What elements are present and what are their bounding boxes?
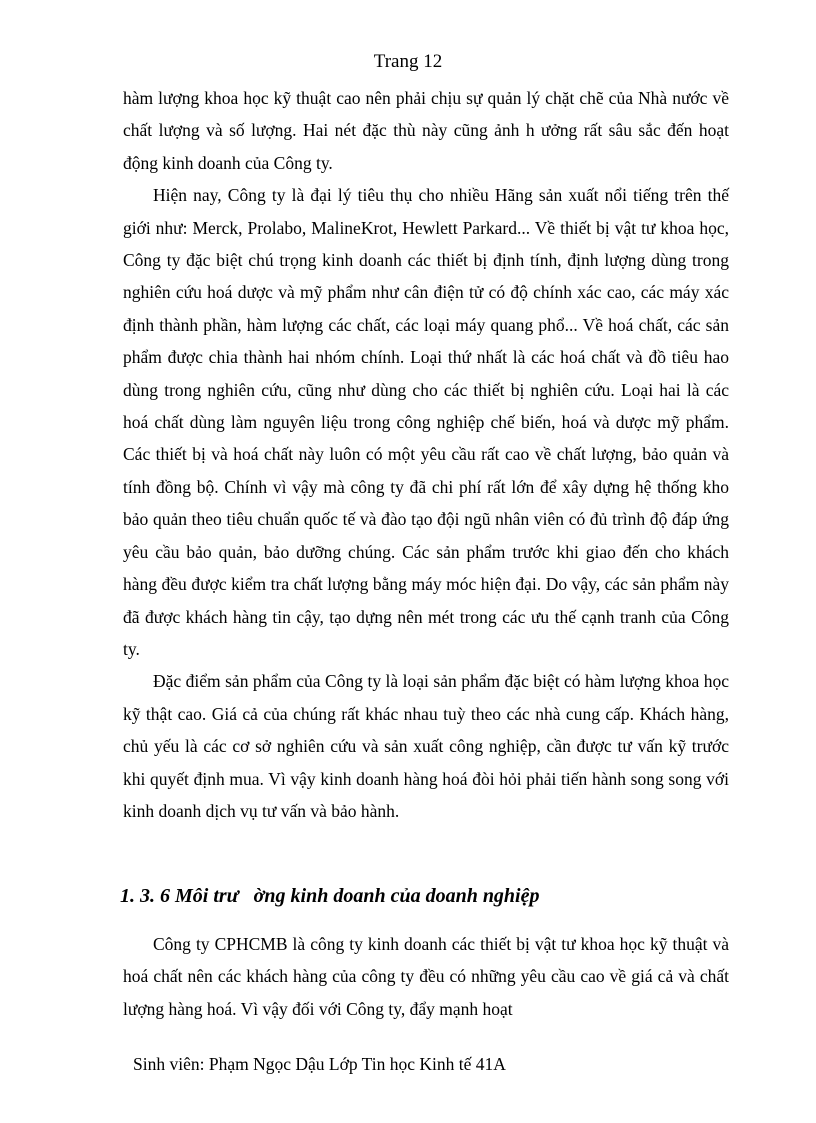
section-heading: [120, 881, 730, 911]
section-body: [123, 928, 729, 1025]
page-header: [0, 50, 816, 74]
footer-student-info: Sinh viên: Phạm Ngọc Dậu Lớp Tin học Kinh tế 41A: [133, 1054, 506, 1074]
paragraph-products: Hiện nay, Công ty là đại lý tiêu thụ cho nhiều Hãng sản xuất nổi tiếng trên thế giới như: Merck, Prolabo, MalineKrot, Hewlett Parkard... Về thiết bị vật tư khoa học, Công ty đặc biệt chú trọng kinh doanh các thiết bị định tính, định lượng dùng trong nghiên cứu hoá dược và mỹ phẩm như cân điện tử có độ chính xác cao, các máy xác định thành phần, hàm lượng các chất, các loại máy quang phổ... Về hoá chất, các sản phẩm được chia thành hai nhóm chính. Loại thứ nhất là các hoá chất và đồ tiêu hao dùng trong nghiên cứu, cũng như dùng cho các thiết bị nghiên cứu. Loại hai là các hoá chất dùng làm nguyên liệu trong công nghiệp chế biến, hoá và dược mỹ phẩm. Các thiết bị và hoá chất này luôn có một yêu cầu rất cao về chất lượng, bảo quản và tính đồng bộ. Chính vì vậy mà công ty đã chi phí rất lớn để xây dựng hệ thống kho bảo quản theo tiêu chuẩn quốc tế và đào tạo đội ngũ nhân viên có đủ trình độ đáp ứng yêu cầu bảo quản, bảo dưỡng chúng. Các sản phẩm trước khi giao đến cho khách hàng đều được kiểm tra chất lượng bằng máy móc hiện đại. Do vậy, các sản phẩm này đã được khách hàng tin cậy, tạo dựng nên mét trong các ưu thế cạnh tranh của Công ty.: [123, 185, 729, 659]
paragraph-product-characteristics: Đặc điểm sản phẩm của Công ty là loại sản phẩm đặc biệt có hàm lượng khoa học kỹ thật cao. Giá cả của chúng rất khác nhau tuỳ theo các nhà cung cấp. Khách hàng, chủ yếu là các cơ sở nghiên cứu và sản xuất công nghiệp, cần được tư vấn kỹ trước khi quyết định mua. Vì vậy kinh doanh hàng hoá đòi hỏi phải tiến hành song song với kinh doanh dịch vụ tư vấn và bảo hành.: [123, 671, 729, 821]
paragraph-business-environment: Công ty CPHCMB là công ty kinh doanh các thiết bị vật tư khoa học kỹ thuật và hoá chất nên các khách hàng của công ty đều có những yêu cầu cao về giá cả và chất lượng hàng hoá. Vì vậy đối với Công ty, đẩy mạnh hoạt: [123, 934, 729, 1019]
page-number-label: Trang 12: [373, 51, 443, 72]
document-body: [123, 82, 729, 827]
section-heading-text: 1. 3. 6 Môi trư ờng kinh doanh của doanh nghiệp: [120, 885, 540, 907]
paragraph-continuation: hàm lượng khoa học kỹ thuật cao nên phải chịu sự quản lý chặt chẽ của Nhà nước về chất lượng và số lượng. Hai nét đặc thù này cũng ảnh h ưởng rất sâu sắc đến hoạt động kinh doanh của Công ty.: [123, 88, 729, 173]
page-footer: [133, 1052, 506, 1076]
